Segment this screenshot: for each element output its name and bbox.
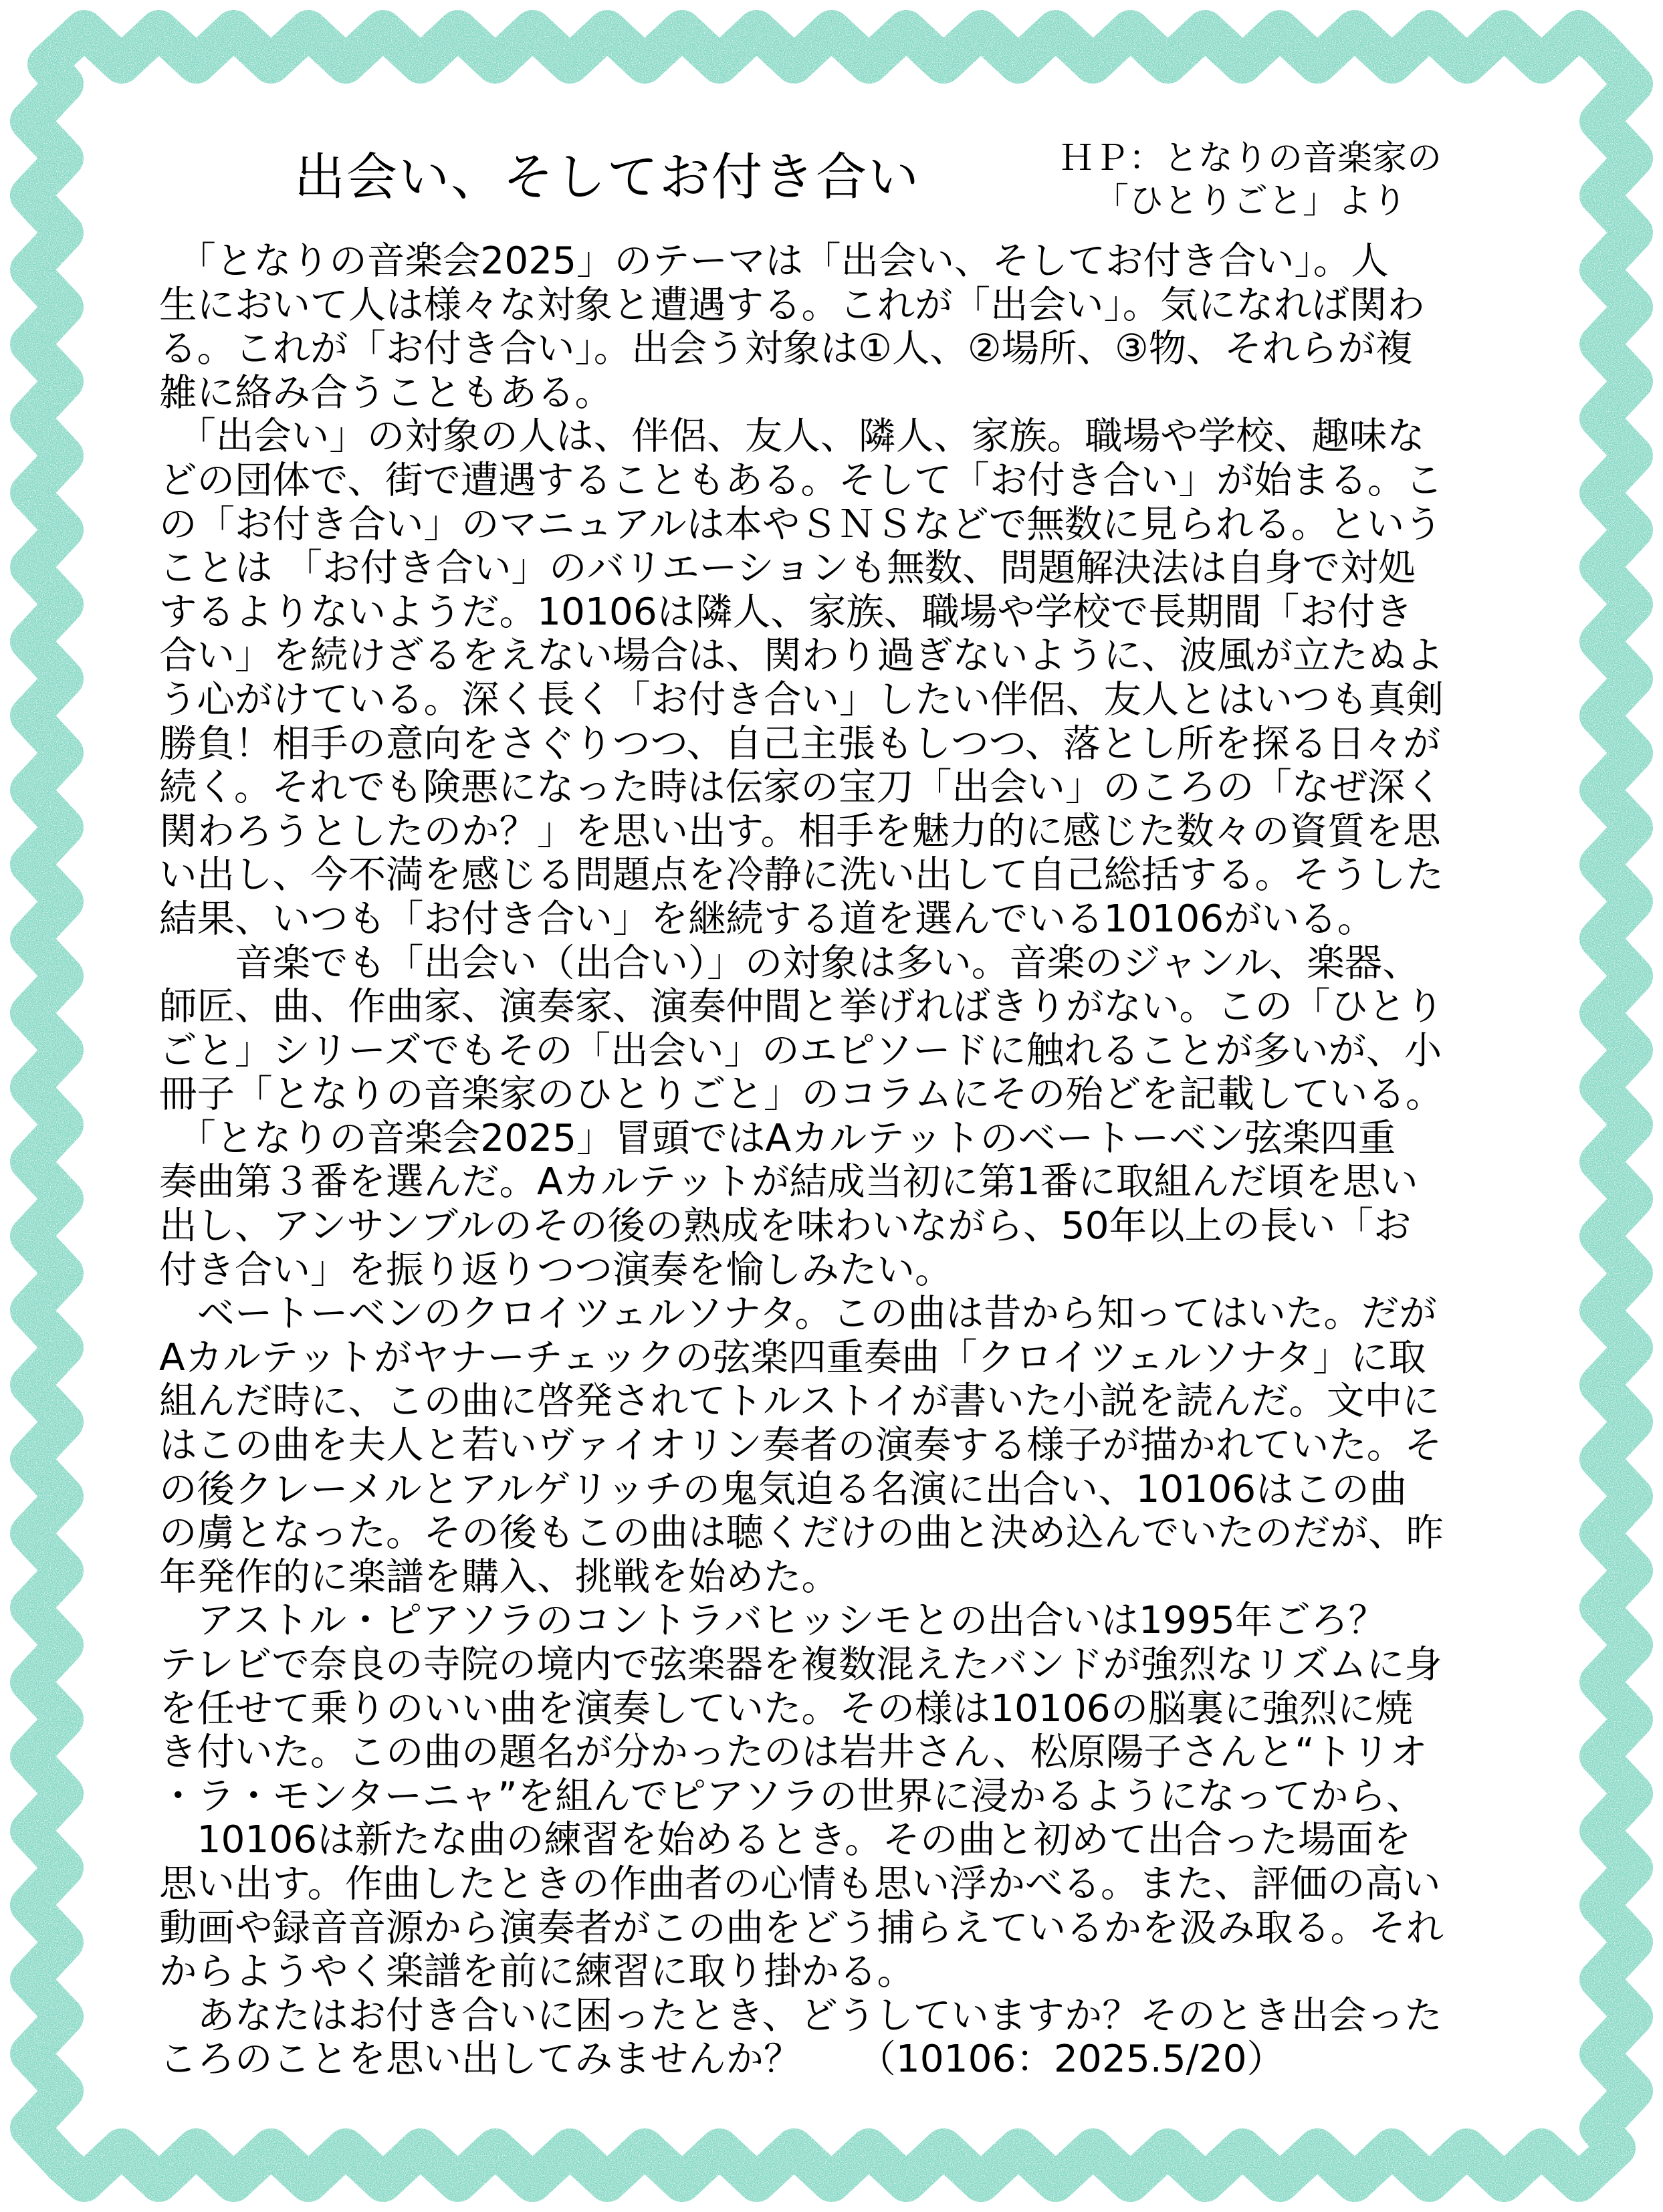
body-line: き付いた。この曲の題名が分かったのは岩井さん、松原陽子さんと“トリオ	[159, 1731, 1428, 1775]
body-line: テレビで奈良の寺院の境内で弦楽器を複数混えたバンドが強烈なリズムに身	[159, 1643, 1442, 1686]
body-line: 動画や録音音源から演奏者がこの曲をどう捕らえているかを汲み取る。それ	[159, 1906, 1444, 1950]
body-line: 「となりの音楽会2025」のテーマは「出会い、そしてお付き合い」。人	[159, 239, 1389, 283]
source-attribution	[1010, 137, 1491, 223]
body-line: 結果、いつも「お付き合い」を継続する道を選んでいる10106がいる。	[159, 897, 1375, 941]
body-line: 関わろうとしたのか？」を思い出す。相手を魅力的に感じた数々の資質を思	[159, 809, 1441, 853]
body-line: い出し、今不満を感じる問題点を冷静に洗い出して自己総括する。そうした	[159, 853, 1444, 897]
body-line: 「出会い」の対象の人は、伴侶、友人、隣人、家族。職場や学校、趣味な	[159, 415, 1425, 459]
body-line: 合い」を続けざるをえない場合は、関わり過ぎないように、波風が立たぬよ	[159, 634, 1444, 678]
body-line: の虜となった。その後もこの曲は聴くだけの曲と決め込んでいたのだが、昨	[159, 1511, 1444, 1555]
body-line: 奏曲第３番を選んだ。Aカルテットが結成当初に第1番に取組んだ頃を思い	[159, 1160, 1418, 1204]
body-line: からようやく楽譜を前に練習に取り掛かる。	[159, 1950, 915, 1994]
body-line: ごと」シリーズでもその「出会い」のエピソードに触れることが多いが、小	[159, 1028, 1442, 1073]
body-line: 組んだ時に、この曲に啓発されてトルストイが書いた小説を読んだ。文中に	[159, 1379, 1440, 1424]
body-line: ・ラ・モンターニャ”を組んでピアソラの世界に浸かるようになってから、	[159, 1774, 1424, 1818]
source-line-2: 「ひとりごと」より	[1093, 181, 1407, 221]
body-line: 雑に絡み合うこともある。	[159, 370, 613, 415]
body-line: 10106は新たな曲の練習を始めるとき。その曲と初めて出合った場面を	[159, 1818, 1412, 1862]
body-line: る。これが「お付き合い」。出会う対象は①人、②場所、③物、それらが複	[159, 327, 1414, 371]
body-line: ころのことを思い出してみませんか？ （10106：2025.5/20）	[159, 2037, 1285, 2082]
body-line: ベートーベンのクロイツェルソナタ。この曲は昔から知ってはいた。だが	[159, 1292, 1437, 1336]
page-title: 出会い、そしてお付き合い	[294, 147, 920, 207]
body-line: 「となりの音楽会2025」冒頭ではAカルテットのベートーベン弦楽四重	[159, 1116, 1396, 1160]
body-line: 続く。それでも険悪になった時は伝家の宝刀「出会い」のころの「なぜ深く	[159, 766, 1443, 810]
source-line-1: ＨＰ：となりの音楽家の	[1059, 138, 1442, 179]
body-line: 師匠、曲、作曲家、演奏家、演奏仲間と挙げればきりがない。この「ひとり	[159, 985, 1444, 1029]
body-line: するよりないようだ。10106は隣人、家族、職場や学校で長期間「お付き	[159, 590, 1413, 634]
body-line: 付き合い」を振り返りつつ演奏を愉しみたい。	[159, 1248, 953, 1292]
body-line: アストル・ピアソラのコントラバヒッシモとの出合いは1995年ごろ？	[159, 1599, 1386, 1643]
article-body	[159, 239, 1523, 2082]
body-line: Aカルテットがヤナーチェックの弦楽四重奏曲「クロイツェルソナタ」に取	[159, 1335, 1426, 1379]
body-line: 勝負！相手の意向をさぐりつつ、自己主張もしつつ、落とし所を探る日々が	[159, 722, 1441, 766]
body-line: 生において人は様々な対象と遭遇する。これが「出会い」。気になれば関わ	[159, 283, 1425, 327]
body-line: を任せて乗りのいい曲を演奏していた。その様は10106の脳裏に強烈に焼	[159, 1686, 1413, 1731]
body-line: の後クレーメルとアルゲリッチの鬼気迫る名演に出合い、10106はこの曲	[159, 1467, 1408, 1511]
body-line: 冊子「となりの音楽家のひとりごと」のコラムにその殆どを記載している。	[159, 1073, 1444, 1117]
body-line: どの団体で、街で遭遇することもある。そして「お付き合い」が始まる。こ	[159, 458, 1443, 502]
body-line: の「お付き合い」のマニュアルは本やＳＮＳなどで無数に見られる。という	[159, 502, 1442, 546]
body-line: う心がけている。深く長く「お付き合い」したい伴侶、友人とはいつも真剣	[159, 677, 1444, 722]
body-line: 年発作的に楽譜を購入、挑戦を始めた。	[159, 1555, 839, 1599]
body-line: 思い出す。作曲したときの作曲者の心情も思い浮かべる。また、評価の高い	[159, 1862, 1441, 1906]
body-line: はこの曲を夫人と若いヴァイオリン奏者の演奏する様子が描かれていた。そ	[159, 1424, 1442, 1468]
body-line: あなたはお付き合いに困ったとき、どうしていますか？そのとき出会った	[159, 1993, 1442, 2037]
body-line: 出し、アンサンブルのその後の熟成を味わいながら、50年以上の長い「お	[159, 1204, 1412, 1248]
body-line: 音楽でも「出会い（出合い）」の対象は多い。音楽のジャンル、楽器、	[159, 941, 1420, 985]
body-line: ことは 「お付き合い」のバリエーションも無数、問題解決法は自身で対処	[159, 546, 1416, 590]
